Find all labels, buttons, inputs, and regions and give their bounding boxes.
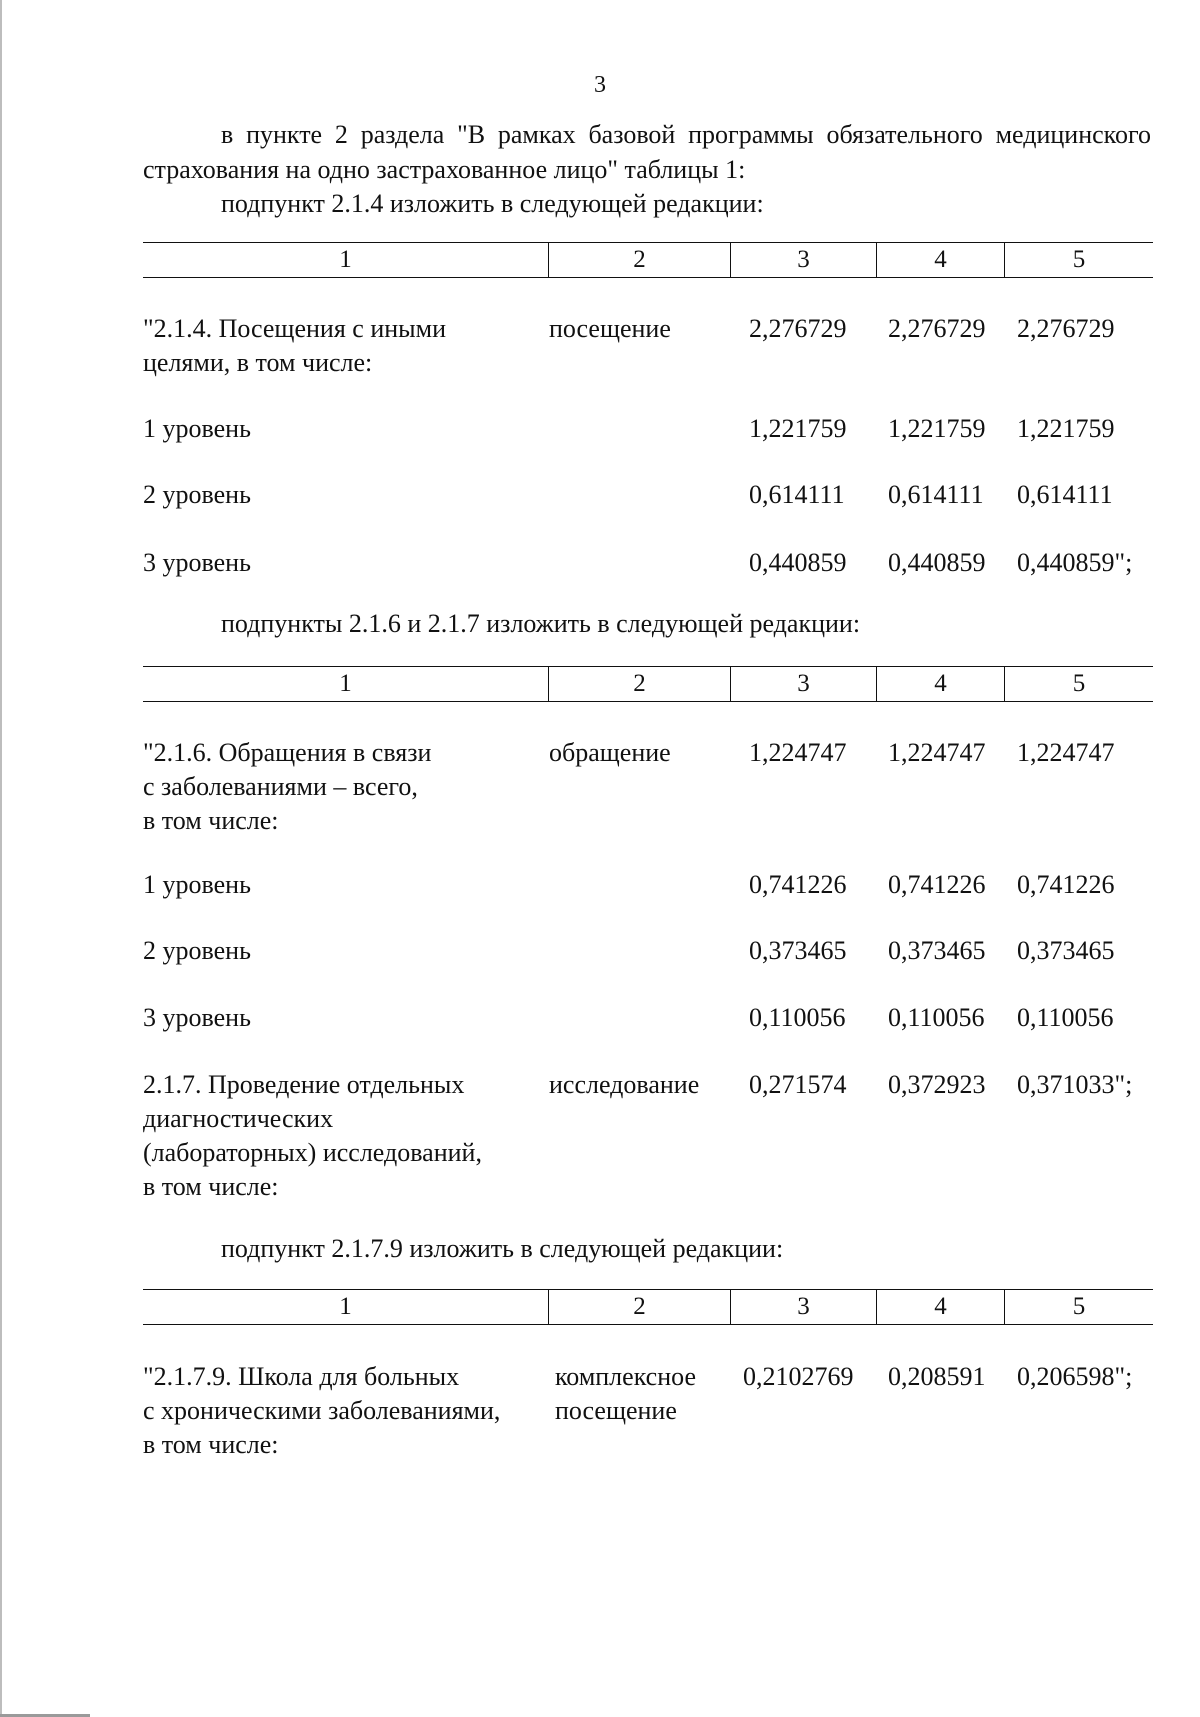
- column-header: 5: [1004, 667, 1153, 701]
- table-row: [0, 1068, 1200, 1201]
- value-col-3: 1,224747: [749, 738, 847, 767]
- table-row: [0, 736, 1200, 835]
- value-col-4: 0,440859: [888, 548, 986, 577]
- table-row: [0, 1001, 1200, 1032]
- table-header-row: [143, 242, 1153, 278]
- column-header: 4: [876, 243, 1004, 277]
- value-col-5: 0,440859";: [1017, 548, 1133, 577]
- value-col-5: 0,373465: [1017, 936, 1115, 965]
- value-col-4: 1,221759: [888, 414, 986, 443]
- scan-edge: [0, 0, 2, 1717]
- value-col-4: 0,614111: [888, 480, 984, 509]
- row-name: "2.1.7.9. Школа для больных с хроническими заболеваниями, в том числе:: [143, 1362, 501, 1459]
- value-col-4: 0,372923: [888, 1070, 986, 1099]
- value-col-5: 0,371033";: [1017, 1070, 1133, 1099]
- row-unit: исследование: [549, 1070, 700, 1099]
- column-header: 5: [1004, 1290, 1153, 1324]
- value-col-4: 0,741226: [888, 870, 986, 899]
- value-col-4: 0,110056: [888, 1003, 985, 1032]
- row-name: "2.1.6. Обращения в связи с заболеваниями – всего, в том числе:: [143, 738, 432, 835]
- row-name: 2.1.7. Проведение отдельных диагностических (лабораторных) исследований, в том числе:: [143, 1070, 482, 1201]
- row-name: 1 уровень: [143, 414, 251, 443]
- row-unit: обращение: [549, 738, 671, 767]
- row-name: "2.1.4. Посещения с иными целями, в том числе:: [143, 314, 446, 377]
- column-header: 3: [730, 667, 876, 701]
- table-row: [0, 412, 1200, 443]
- column-header: 2: [548, 243, 730, 277]
- column-header: 1: [339, 246, 352, 273]
- column-header: 1: [339, 670, 352, 697]
- table-row: [0, 934, 1200, 965]
- value-col-3: 0,741226: [749, 870, 847, 899]
- column-header: 1: [339, 1293, 352, 1320]
- row-name: 2 уровень: [143, 936, 251, 965]
- value-col-5: 0,110056: [1017, 1003, 1114, 1032]
- intro-paragraph: в пункте 2 раздела "В рамках базовой программы обязательного медицинского страхования на одно застрахованное лицо" таблицы 1:: [143, 120, 1151, 184]
- row-name: 2 уровень: [143, 480, 251, 509]
- value-col-4: 2,276729: [888, 314, 986, 343]
- column-header: 3: [730, 1290, 876, 1324]
- instruction-2-1-4: подпункт 2.1.4 изложить в следующей редакции:: [221, 189, 764, 218]
- column-header: 5: [1004, 243, 1153, 277]
- value-col-4: 0,373465: [888, 936, 986, 965]
- table-row: [0, 312, 1200, 377]
- instruction-2-1-6: подпункты 2.1.6 и 2.1.7 изложить в следующей редакции:: [221, 609, 861, 638]
- value-col-3: 0,373465: [749, 936, 847, 965]
- value-col-5: 0,206598";: [1017, 1362, 1133, 1391]
- value-col-5: 1,224747: [1017, 738, 1115, 767]
- table-row: [0, 478, 1200, 509]
- table-header-row: [143, 666, 1153, 702]
- column-header: 2: [548, 1290, 730, 1324]
- value-col-3: 2,276729: [749, 314, 847, 343]
- value-col-3: 0,110056: [749, 1003, 846, 1032]
- value-col-5: 0,741226: [1017, 870, 1115, 899]
- row-unit: посещение: [549, 314, 671, 343]
- row-name: 3 уровень: [143, 1003, 251, 1032]
- row-name: 3 уровень: [143, 548, 251, 577]
- column-header: 4: [876, 1290, 1004, 1324]
- column-header: 4: [876, 667, 1004, 701]
- page-number: 3: [594, 72, 606, 98]
- value-col-3: 0,440859: [749, 548, 847, 577]
- value-col-3: 0,614111: [749, 480, 845, 509]
- row-unit: комплексное посещение: [555, 1362, 696, 1425]
- value-col-4: 1,224747: [888, 738, 986, 767]
- value-col-4: 0,208591: [888, 1362, 986, 1391]
- column-header: 2: [548, 667, 730, 701]
- row-name: 1 уровень: [143, 870, 251, 899]
- value-col-5: 1,221759: [1017, 414, 1115, 443]
- value-col-5: 0,614111: [1017, 480, 1113, 509]
- table-row: [0, 546, 1200, 577]
- value-col-3: 1,221759: [749, 414, 847, 443]
- value-col-5: 2,276729: [1017, 314, 1115, 343]
- table-header-row: [143, 1289, 1153, 1325]
- value-col-3: 0,271574: [749, 1070, 847, 1099]
- value-col-3: 0,2102769: [743, 1362, 854, 1391]
- instruction-2-1-7-9: подпункт 2.1.7.9 изложить в следующей редакции:: [221, 1234, 784, 1263]
- table-row: [0, 1360, 1200, 1459]
- table-row: [0, 868, 1200, 899]
- column-header: 3: [730, 243, 876, 277]
